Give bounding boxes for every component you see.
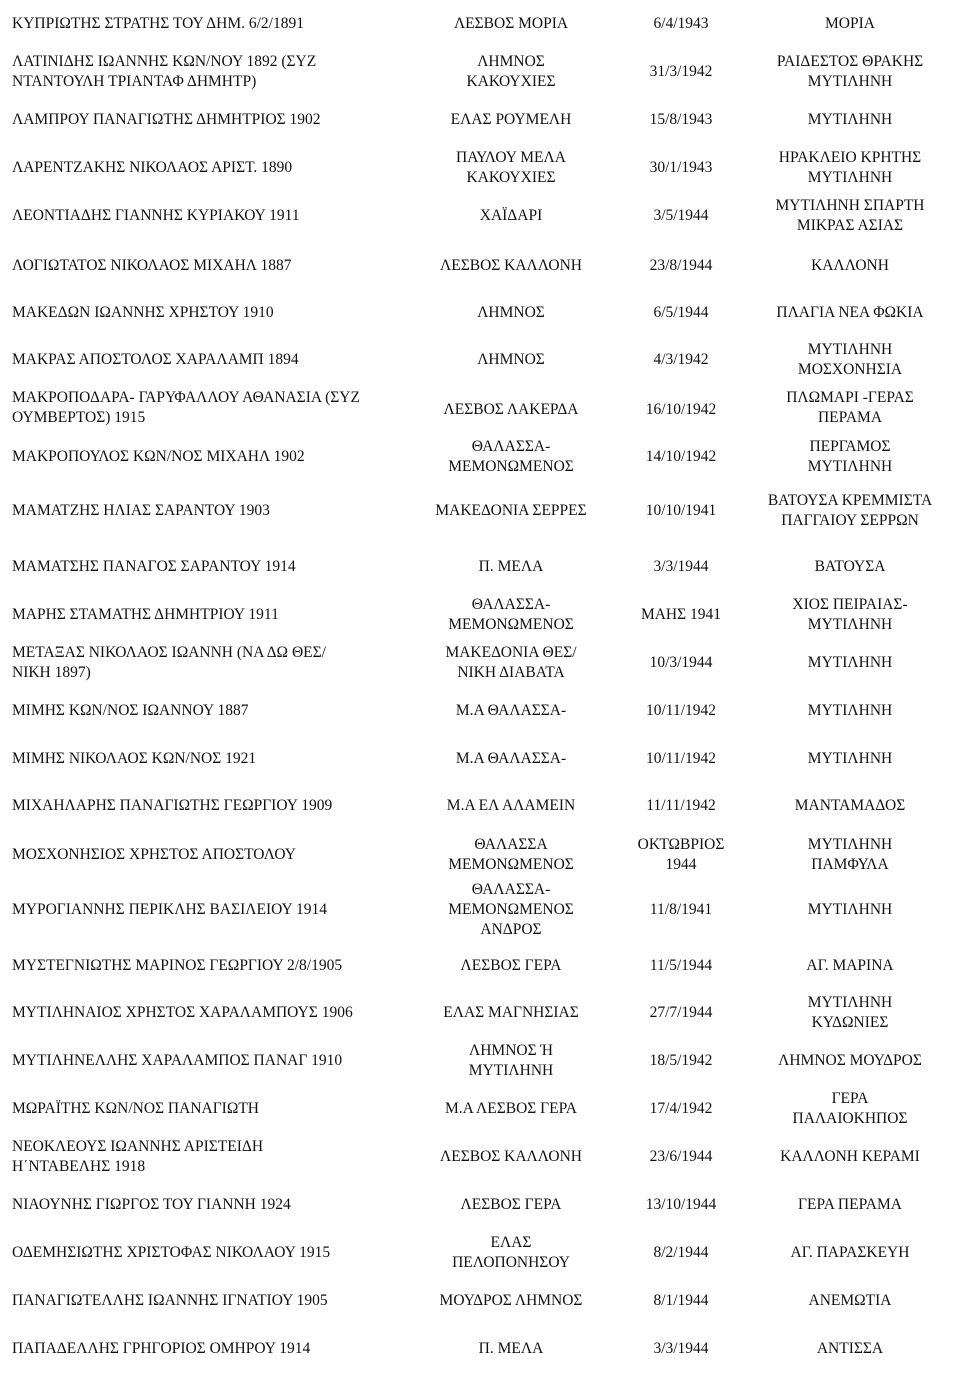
row-25-origin: ΓΕΡΑ ΠΕΡΑΜΑ: [798, 1196, 902, 1213]
row-10-place: ΘΑΛΑΣΣΑ- ΜΕΜΟΝΩΜΕΝΟΣ: [448, 438, 574, 475]
row-17-origin: ΜΑΝΤΑΜΑΔΟΣ: [794, 797, 906, 814]
row-2-origin: ΡΑΙΔΕΣΤΟΣ ΘΡΑΚΗΣ ΜΥΤΙΛΗΝΗ: [776, 53, 924, 90]
row-28-name: ΠΑΠΑΔΕΛΛΗΣ ΓΡΗΓΟΡΙΟΣ ΟΜΗΡΟΥ 1914: [12, 1340, 311, 1357]
row-11-date: 10/10/1941: [645, 502, 717, 519]
row-20-place: ΛΕΣΒΟΣ ΓΕΡΑ: [460, 957, 562, 974]
row-19-origin: ΜΥΤΙΛΗΝΗ: [807, 901, 893, 918]
row-7-name: ΜΑΚΕΔΩΝ ΙΩΑΝΝΗΣ ΧΡΗΣΤΟΥ 1910: [12, 304, 274, 321]
row-15-date: 10/11/1942: [645, 702, 717, 719]
row-21-origin: ΜΥΤΙΛΗΝΗ ΚΥΔΩΝΙΕΣ: [807, 994, 893, 1031]
row-12-date: 3/3/1944: [653, 558, 709, 575]
row-15-name: ΜΙΜΗΣ ΚΩΝ/ΝΟΣ ΙΩΑΝΝΟΥ 1887: [12, 702, 249, 719]
row-26-name: ΟΔΕΜΗΣΙΩΤΗΣ ΧΡΙΣΤΟΦΑΣ ΝΙΚΟΛΑΟΥ 1915: [12, 1244, 331, 1261]
row-17-date: 11/11/1942: [646, 797, 716, 814]
row-24-origin: ΚΑΛΛΟΝΗ ΚΕΡΑΜΙ: [780, 1148, 920, 1165]
row-9-origin: ΠΛΩΜΑΡΙ -ΓΕΡΑΣ ΠΕΡΑΜΑ: [786, 389, 914, 426]
row-13-place: ΘΑΛΑΣΣΑ- ΜΕΜΟΝΩΜΕΝΟΣ: [448, 596, 574, 633]
row-25-name: ΝΙΑΟΥΝΗΣ ΓΙΩΡΓΟΣ ΤΟΥ ΓΙΑΝΝΗ 1924: [12, 1196, 291, 1213]
row-16-date: 10/11/1942: [645, 750, 717, 767]
row-1-origin: ΜΟΡΙΑ: [825, 15, 875, 32]
row-5-place: ΧΑΪΔΑΡΙ: [479, 207, 543, 224]
row-24-place: ΛΕΣΒΟΣ ΚΑΛΛΟΝΗ: [440, 1148, 582, 1165]
row-19-place: ΘΑΛΑΣΣΑ- ΜΕΜΟΝΩΜΕΝΟΣ ΑΝΔΡΟΣ: [448, 881, 574, 938]
row-27-name: ΠΑΝΑΓΙΩΤΕΛΛΗΣ ΙΩΑΝΝΗΣ ΙΓΝΑΤΙΟΥ 1905: [12, 1292, 328, 1309]
row-6-date: 23/8/1944: [649, 257, 713, 274]
row-4-date: 30/1/1943: [649, 159, 713, 176]
row-4-name: ΛΑΡΕΝΤΖΑΚΗΣ ΝΙΚΟΛΑΟΣ ΑΡΙΣΤ. 1890: [12, 159, 293, 176]
row-9-name: ΜΑΚΡΟΠΟΔΑΡΑ- ΓΑΡΥΦΑΛΛΟΥ ΑΘΑΝΑΣΙΑ (ΣΥΖ ΟΥΜΒΕΡΤΟΣ) 1915: [12, 389, 360, 426]
row-2-date: 31/3/1942: [649, 63, 713, 80]
row-10-date: 14/10/1942: [645, 448, 717, 465]
row-16-origin: ΜΥΤΙΛΗΝΗ: [807, 750, 893, 767]
row-13-origin: ΧΙΟΣ ΠΕΙΡΑΙΑΣ- ΜΥΤΙΛΗΝΗ: [792, 596, 908, 633]
row-8-name: ΜΑΚΡΑΣ ΑΠΟΣΤΟΛΟΣ ΧΑΡΑΛΑΜΠ 1894: [12, 351, 299, 368]
row-8-date: 4/3/1942: [653, 351, 709, 368]
row-9-place: ΛΕΣΒΟΣ ΛΑΚΕΡΔΑ: [443, 401, 579, 418]
row-4-origin: ΗΡΑΚΛΕΙΟ ΚΡΗΤΗΣ ΜΥΤΙΛΗΝΗ: [778, 149, 922, 186]
row-3-origin: ΜΥΤΙΛΗΝΗ: [807, 111, 893, 128]
row-16-name: ΜΙΜΗΣ ΝΙΚΟΛΑΟΣ ΚΩΝ/ΝΟΣ 1921: [12, 750, 257, 767]
row-1-place: ΛΕΣΒΟΣ ΜΟΡΙΑ: [453, 15, 569, 32]
row-21-name: ΜΥΤΙΛΗΝΑΙΟΣ ΧΡΗΣΤΟΣ ΧΑΡΑΛΑΜΠΟΥΣ 1906: [12, 1004, 353, 1021]
row-2-place: ΛΗΜΝΟΣ ΚΑΚΟΥΧΙΕΣ: [466, 53, 556, 90]
row-22-place: ΛΗΜΝΟΣ Ή ΜΥΤΙΛΗΝΗ: [468, 1042, 554, 1079]
row-12-name: ΜΑΜΑΤΣΗΣ ΠΑΝΑΓΟΣ ΣΑΡΑΝΤΟΥ 1914: [12, 558, 296, 575]
row-6-origin: ΚΑΛΛΟΝΗ: [811, 257, 889, 274]
row-7-origin: ΠΛΑΓΙΑ ΝΕΑ ΦΩΚΙΑ: [776, 304, 924, 321]
row-9-date: 16/10/1942: [645, 401, 717, 418]
row-12-place: Π. ΜΕΛΑ: [478, 558, 544, 575]
row-18-origin: ΜΥΤΙΛΗΝΗ ΠΑΜΦΥΛΑ: [807, 836, 893, 873]
row-5-name: ΛΕΟΝΤΙΑΔΗΣ ΓΙΑΝΝΗΣ ΚΥΡΙΑΚΟΥ 1911: [12, 207, 300, 224]
row-8-place: ΛΗΜΝΟΣ: [477, 351, 545, 368]
row-13-name: ΜΑΡΗΣ ΣΤΑΜΑΤΗΣ ΔΗΜΗΤΡΙΟΥ 1911: [12, 606, 279, 623]
row-26-place: ΕΛΑΣ ΠΕΛΟΠΟΝΗΣΟΥ: [452, 1234, 570, 1271]
row-8-origin: ΜΥΤΙΛΗΝΗ ΜΟΣΧΟΝΗΣΙΑ: [797, 341, 903, 378]
row-18-date: ΟΚΤΩΒΡΙΟΣ 1944: [637, 836, 725, 873]
row-6-place: ΛΕΣΒΟΣ ΚΑΛΛΟΝΗ: [440, 257, 582, 274]
row-7-place: ΛΗΜΝΟΣ: [477, 304, 545, 321]
row-18-name: ΜΟΣΧΟΝΗΣΙΟΣ ΧΡΗΣΤΟΣ ΑΠΟΣΤΟΛΟΥ: [12, 846, 296, 863]
row-7-date: 6/5/1944: [653, 304, 709, 321]
row-25-place: ΛΕΣΒΟΣ ΓΕΡΑ: [460, 1196, 562, 1213]
row-10-name: ΜΑΚΡΟΠΟΥΛΟΣ ΚΩΝ/ΝΟΣ ΜΙΧΑΗΛ 1902: [12, 448, 305, 465]
row-22-date: 18/5/1942: [649, 1052, 713, 1069]
row-16-place: Μ.Α ΘΑΛΑΣΣΑ-: [455, 750, 567, 767]
row-21-place: ΕΛΑΣ ΜΑΓΝΗΣΙΑΣ: [443, 1004, 579, 1021]
row-19-name: ΜΥΡΟΓΙΑΝΝΗΣ ΠΕΡΙΚΛΗΣ ΒΑΣΙΛΕΙΟΥ 1914: [12, 901, 328, 918]
row-5-date: 3/5/1944: [653, 207, 709, 224]
row-15-origin: ΜΥΤΙΛΗΝΗ: [807, 702, 893, 719]
row-6-name: ΛΟΓΙΩΤΑΤΟΣ ΝΙΚΟΛΑΟΣ ΜΙΧΑΗΛ 1887: [12, 257, 292, 274]
row-3-name: ΛΑΜΠΡΟΥ ΠΑΝΑΓΙΩΤΗΣ ΔΗΜΗΤΡΙΟΣ 1902: [12, 111, 321, 128]
row-25-date: 13/10/1944: [645, 1196, 717, 1213]
row-18-place: ΘΑΛΑΣΣΑ ΜΕΜΟΝΩΜΕΝΟΣ: [448, 836, 574, 873]
row-24-date: 23/6/1944: [649, 1148, 713, 1165]
row-15-place: Μ.Α ΘΑΛΑΣΣΑ-: [455, 702, 567, 719]
row-11-origin: ΒΑΤΟΥΣΑ ΚΡΕΜΜΙΣΤΑ ΠΑΓΓΑΙΟΥ ΣΕΡΡΩΝ: [767, 492, 933, 529]
row-14-name: ΜΕΤΑΞΑΣ ΝΙΚΟΛΑΟΣ ΙΩΑΝΝΗ (ΝΑ ΔΩ ΘΕΣ/ΝΙΚΗ 1897): [12, 644, 326, 681]
row-14-origin: ΜΥΤΙΛΗΝΗ: [807, 654, 893, 671]
row-26-date: 8/2/1944: [653, 1244, 709, 1261]
row-2-name: ΛΑΤΙΝΙΔΗΣ ΙΩΑΝΝΗΣ ΚΩΝ/ΝΟΥ 1892 (ΣΥΖ ΝΤΑΝΤΟΥΛΗ ΤΡΙΑΝΤΑΦ ΔΗΜΗΤΡ): [12, 53, 317, 90]
row-23-date: 17/4/1942: [649, 1100, 713, 1117]
row-5-origin: ΜΥΤΙΛΗΝΗ ΣΠΑΡΤΗ ΜΙΚΡΑΣ ΑΣΙΑΣ: [775, 197, 925, 234]
row-27-place: ΜΟΥΔΡΟΣ ΛΗΜΝΟΣ: [439, 1292, 583, 1309]
row-10-origin: ΠΕΡΓΑΜΟΣ ΜΥΤΙΛΗΝΗ: [807, 438, 893, 475]
row-22-origin: ΛΗΜΝΟΣ ΜΟΥΔΡΟΣ: [778, 1052, 922, 1069]
row-22-name: ΜΥΤΙΛΗΝΕΛΛΗΣ ΧΑΡΑΛΑΜΠΟΣ ΠΑΝΑΓ 1910: [12, 1052, 343, 1069]
row-28-date: 3/3/1944: [653, 1340, 709, 1357]
row-13-date: ΜΑΗΣ 1941: [640, 606, 722, 623]
row-20-origin: ΑΓ. ΜΑΡΙΝΑ: [806, 957, 894, 974]
row-27-date: 8/1/1944: [653, 1292, 709, 1309]
row-20-date: 11/5/1944: [649, 957, 713, 974]
row-14-date: 10/3/1944: [649, 654, 713, 671]
row-1-name: ΚΥΠΡΙΩΤΗΣ ΣΤΡΑΤΗΣ ΤΟΥ ΔΗΜ. 6/2/1891: [12, 15, 304, 32]
row-4-place: ΠΑΥΛΟΥ ΜΕΛΑ ΚΑΚΟΥΧΙΕΣ: [456, 149, 566, 186]
row-27-origin: ΑΝΕΜΩΤΙΑ: [808, 1292, 892, 1309]
row-19-date: 11/8/1941: [649, 901, 713, 918]
row-20-name: ΜΥΣΤΕΓΝΙΩΤΗΣ ΜΑΡΙΝΟΣ ΓΕΩΡΓΙΟΥ 2/8/1905: [12, 957, 343, 974]
row-17-name: ΜΙΧΑΗΛΑΡΗΣ ΠΑΝΑΓΙΩΤΗΣ ΓΕΩΡΓΙΟΥ 1909: [12, 797, 333, 814]
row-28-place: Π. ΜΕΛΑ: [478, 1340, 544, 1357]
row-21-date: 27/7/1944: [649, 1004, 713, 1021]
row-11-place: ΜΑΚΕΔΟΝΙΑ ΣΕΡΡΕΣ: [435, 502, 587, 519]
row-17-place: Μ.Α ΕΛ ΑΛΑΜΕΙΝ: [446, 797, 576, 814]
row-23-name: ΜΩΡΑΪΤΗΣ ΚΩΝ/ΝΟΣ ΠΑΝΑΓΙΩΤΗ: [12, 1100, 260, 1117]
row-14-place: ΜΑΚΕΔΟΝΙΑ ΘΕΣ/ΝΙΚΗ ΔΙΑΒΑΤΑ: [445, 644, 577, 681]
row-3-date: 15/8/1943: [649, 111, 713, 128]
row-12-origin: ΒΑΤΟΥΣΑ: [814, 558, 886, 575]
row-26-origin: ΑΓ. ΠΑΡΑΣΚΕΥΗ: [790, 1244, 910, 1261]
row-1-date: 6/4/1943: [653, 15, 709, 32]
row-28-origin: ΑΝΤΙΣΣΑ: [816, 1340, 884, 1357]
row-3-place: ΕΛΑΣ ΡΟΥΜΕΛΗ: [450, 111, 572, 128]
row-23-origin: ΓΕΡΑ ΠΑΛΑΙΟΚΗΠΟΣ: [792, 1090, 908, 1127]
row-11-name: ΜΑΜΑΤΖΗΣ ΗΛΙΑΣ ΣΑΡΑΝΤΟΥ 1903: [12, 502, 270, 519]
row-23-place: Μ.Α ΛΕΣΒΟΣ ΓΕΡΑ: [444, 1100, 577, 1117]
row-24-name: ΝΕΟΚΛΕΟΥΣ ΙΩΑΝΝΗΣ ΑΡΙΣΤΕΙΔΗ Η΄ΝΤΑΒΕΛΗΣ 1918: [12, 1138, 264, 1175]
